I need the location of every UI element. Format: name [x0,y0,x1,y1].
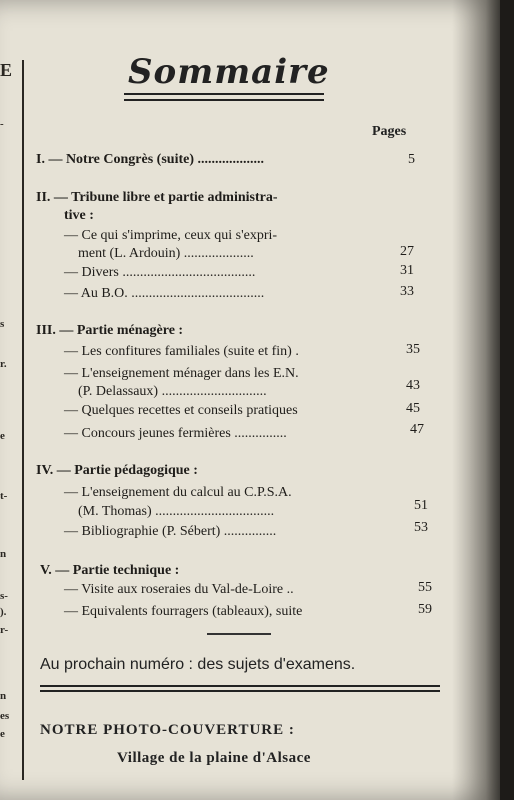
double-rule [40,690,440,692]
toc-page-number: 47 [410,422,424,437]
toc-entry [36,152,264,168]
fragment: n [0,548,7,560]
cover-photo-caption: Village de la plaine d'Alsace [117,750,311,766]
toc-page-number: 45 [406,401,420,416]
previous-column-fragments [0,0,22,800]
toc-entry-text: — L'enseignement du calcul au C.P.S.A. [64,485,292,500]
fragment: n [0,690,7,702]
double-rule [40,685,440,687]
toc-page-number: 43 [406,378,420,393]
toc-page-number: 53 [414,520,428,535]
toc-page-number: 51 [414,498,428,513]
section-divider [207,633,271,635]
toc-page-number: 31 [400,263,414,278]
toc-entry-text: — Equivalents fourragers (tableaux), suite [64,604,303,619]
fragment: t- [0,490,8,502]
toc-entry-text: — Ce qui s'imprime, ceux qui s'expri- [64,228,278,243]
toc-entry-text: — Divers ...................................... [64,265,256,280]
fragment: e [0,728,5,740]
fragment: e [0,430,5,442]
toc-section-heading: V. — Partie technique : [40,563,180,578]
toc-page-number: 33 [400,284,414,299]
fragment: - [0,118,4,130]
toc-section-heading: IV. — Partie pédagogique : [36,463,198,478]
fragment: E [0,60,13,80]
column-divider [22,60,24,780]
cover-photo-heading: NOTRE PHOTO-COUVERTURE : [40,722,295,738]
toc-entry-text: (P. Delassaux) .............................. [78,384,267,399]
toc-entry-text: (M. Thomas) .................................. [78,504,275,519]
toc-entry-text: — Concours jeunes fermières ............... [64,426,287,441]
fragment: es [0,710,10,722]
toc-page-number: 27 [400,244,414,259]
toc-entry-text: — Visite aux roseraies du Val-de-Loire .. [64,582,294,597]
toc-entry-text: — L'enseignement ménager dans les E.N. [64,366,299,381]
toc-page-number: 55 [418,580,432,595]
title-underline [124,99,324,101]
fragment: s- [0,590,8,602]
toc-entry-text: — Au B.O. ...................................... [64,286,265,301]
toc-entry-text: — Bibliographie (P. Sébert) ............... [64,524,277,539]
page-title: Sommaire [128,52,330,92]
toc-page-number: 35 [406,342,420,357]
toc-section-heading: III. — Partie ménagère : [36,323,184,338]
page-edge-shadow [452,0,500,800]
toc-section-heading: tive : [64,208,94,223]
fragment: ). [0,606,7,618]
fragment: r- [0,624,9,636]
toc-page-number: 59 [418,602,432,617]
next-issue-note: Au prochain numéro : des sujets d'examens. [40,656,356,673]
title-underline [124,93,324,95]
toc-page-number: 5 [408,152,415,167]
fragment: s [0,318,5,330]
toc-entry-text: — Quelques recettes et conseils pratiques [64,403,298,418]
toc-section-heading: II. — Tribune libre et partie administra- [36,190,278,205]
pages-column-header: Pages [372,124,407,139]
toc-entry-text: I. — Notre Congrès (suite) ................... [36,152,264,167]
fragment: r. [0,358,7,370]
toc-entry-text: — Les confitures familiales (suite et fin) . [64,344,299,359]
toc-entry-text: ment (L. Ardouin) .................... [78,246,254,261]
